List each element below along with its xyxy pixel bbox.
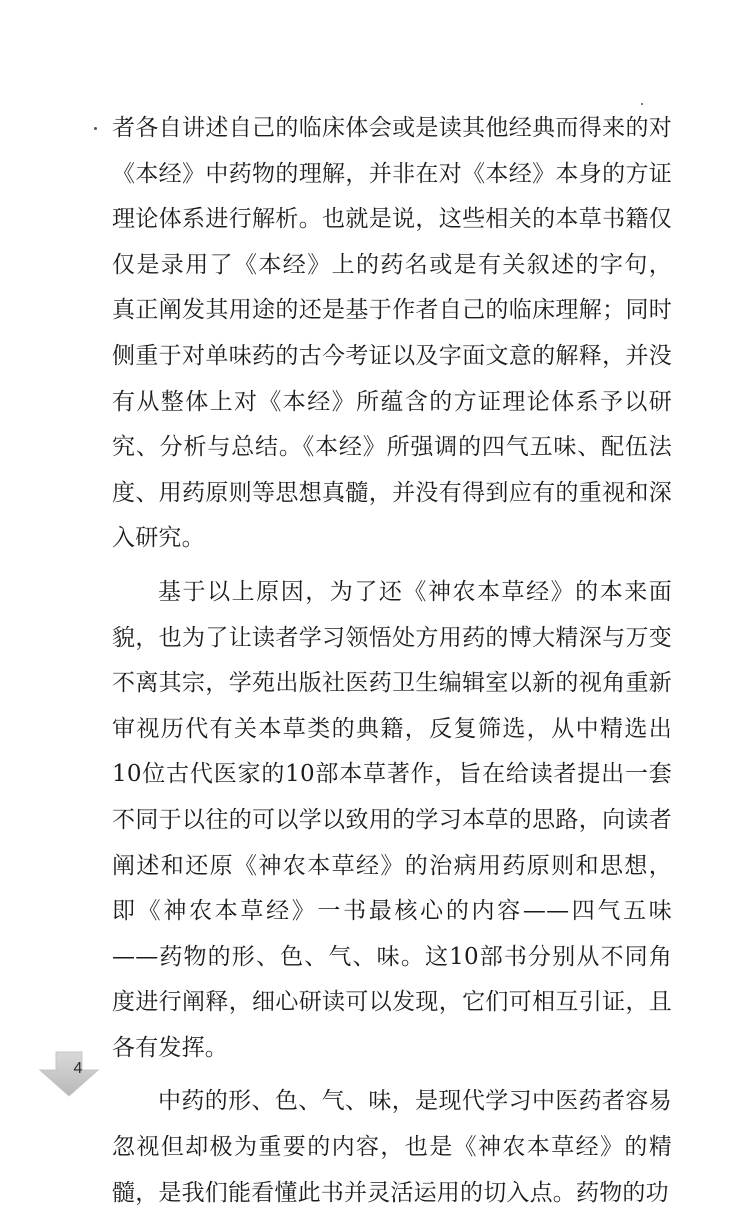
scan-speck xyxy=(94,127,97,130)
text-line: 有从整体上对《本经》所蕴含的方证理论体系予以研 xyxy=(112,388,672,415)
text-line: ——药物的形、色、气、味。这10部书分别从不同角 xyxy=(112,943,672,970)
text-line: 不同于以往的可以学以致用的学习本草的思路，向读者 xyxy=(112,806,672,833)
text-line: 侧重于对单味药的古今考证以及字面文意的解释，并没 xyxy=(112,342,672,369)
paragraph xyxy=(112,1079,672,1216)
text-line: 阐述和还原《神农本草经》的治病用药原则和思想， xyxy=(112,852,672,879)
text-line: 貌，也为了让读者学习领悟处方用药的博大精深与万变 xyxy=(112,624,672,651)
text-line: 《本经》中药物的理解，并非在对《本经》本身的方证 xyxy=(112,160,672,187)
text-line: 仅是录用了《本经》上的药名或是有关叙述的字句， xyxy=(112,251,672,278)
text-line: 入研究。 xyxy=(112,525,205,552)
paragraph-gap xyxy=(112,1071,672,1079)
paragraph-gap xyxy=(112,562,672,570)
text-line: 不离其宗，学苑出版社医药卫生编辑室以新的视角重新 xyxy=(112,670,672,697)
text-line: 究、分析与总结。《本经》所强调的四气五味、配伍法 xyxy=(112,434,672,461)
page-number: 4 xyxy=(73,1060,83,1077)
text-line: 10位古代医家的10部本草著作，旨在给读者提出一套 xyxy=(112,761,672,788)
text-line: 各有发挥。 xyxy=(112,1034,228,1061)
text-line: 度、用药原则等思想真髓，并没有得到应有的重视和深 xyxy=(112,479,672,506)
text-line: 审视历代有关本草类的典籍，反复筛选，从中精选出 xyxy=(112,715,672,742)
body-text xyxy=(112,106,672,1216)
text-line: 者各自讲述自己的临床体会或是读其他经典而得来的对 xyxy=(112,115,672,141)
paragraph xyxy=(112,106,672,562)
text-line: 中药的形、色、气、味，是现代学习中医药者容易 xyxy=(158,1088,672,1115)
text-line: 基于以上原因，为了还《神农本草经》的本来面 xyxy=(158,578,672,605)
text-line: 理论体系进行解析。也就是说，这些相关的本草书籍仅 xyxy=(112,206,672,233)
text-line: 髓，是我们能看懂此书并灵活运用的切入点。药物的功 xyxy=(112,1179,669,1206)
text-line: 忽视但却极为重要的内容，也是《神农本草经》的精 xyxy=(112,1134,672,1161)
text-line: 即《神农本草经》一书最核心的内容——四气五味 xyxy=(112,898,672,925)
paragraph xyxy=(112,570,672,1072)
page-number-tab-icon xyxy=(36,1050,102,1098)
text-line: 度进行阐释，细心研读可以发现，它们可相互引证，且 xyxy=(112,989,672,1016)
scan-speck xyxy=(641,103,643,105)
text-line: 真正阐发其用途的还是基于作者自己的临床理解；同时 xyxy=(112,297,672,324)
